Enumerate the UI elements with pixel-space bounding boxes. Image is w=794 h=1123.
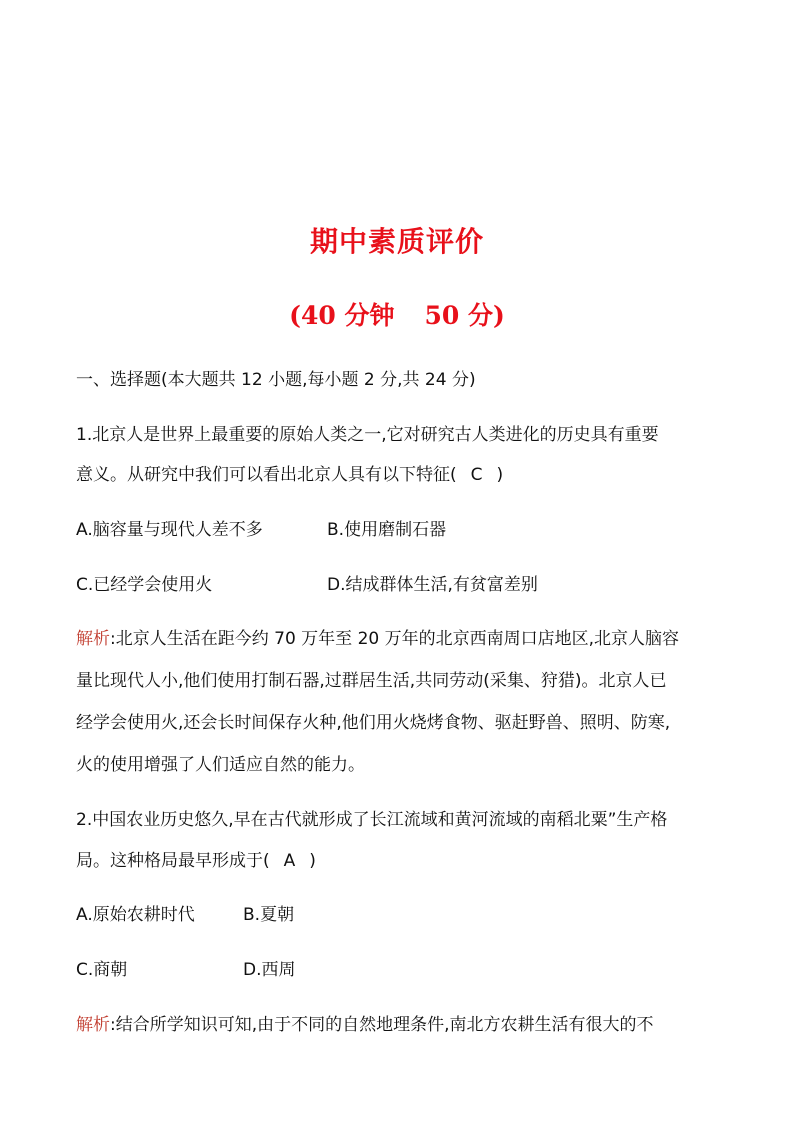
question-1-option-b: B.使用磨制石器 <box>327 520 447 540</box>
question-1-option-d: D.结成群体生活,有贫富差别 <box>327 575 538 595</box>
question-2-option-b: B.夏朝 <box>243 905 295 925</box>
question-2-close-paren: ) <box>309 851 316 871</box>
exam-duration-score <box>0 296 794 332</box>
question-2-option-c: C.商朝 <box>76 960 128 980</box>
analysis-text: :结合所学知识可知,由于不同的自然地理条件,南北方农耕生活有很大的不 <box>110 1015 654 1035</box>
analysis-text: :北京人生活在距今约 70 万年至 20 万年的北京西南周口店地区,北京人脑容 <box>110 629 680 649</box>
analysis-label: 解析 <box>76 629 110 649</box>
analysis-label: 解析 <box>76 1015 110 1035</box>
question-1-stem-text: 意义。从研究中我们可以看出北京人具有以下特征( <box>76 465 457 485</box>
question-2-stem-line1: 2.中国农业历史悠久,早在古代就形成了长江流域和黄河流域的南稻北粟”生产格 <box>76 810 668 830</box>
question-2-answer: A <box>283 851 296 871</box>
question-1-analysis-line3: 经学会使用火,还会长时间保存火种,他们用火烧烤食物、驱赶野兽、照明、防寒, <box>76 713 671 733</box>
question-2-option-a: A.原始农耕时代 <box>76 905 195 925</box>
question-1-option-a: A.脑容量与现代人差不多 <box>76 520 263 540</box>
question-1-option-c: C.已经学会使用火 <box>76 575 213 595</box>
question-1-stem-line1: 1.北京人是世界上最重要的原始人类之一,它对研究古人类进化的历史具有重要 <box>76 425 659 445</box>
question-1-answer: C <box>470 465 483 485</box>
exam-score: 50 分) <box>424 301 505 330</box>
question-1-analysis-line2: 量比现代人小,他们使用打制石器,过群居生活,共同劳动(采集、狩猎)。北京人已 <box>76 671 667 691</box>
question-1-analysis-line4: 火的使用增强了人们适应自然的能力。 <box>76 755 365 775</box>
exam-time: (40 分钟 <box>289 301 395 330</box>
question-1-stem-line2 <box>76 463 503 487</box>
section-heading: 一、选择题(本大题共 12 小题,每小题 2 分,共 24 分) <box>76 370 476 390</box>
question-1-analysis-line1 <box>76 627 679 651</box>
question-2-stem-text: 局。这种格局最早形成于( <box>76 851 270 871</box>
question-1-close-paren: ) <box>496 465 504 485</box>
question-2-stem-line2 <box>76 849 316 873</box>
question-2-analysis-line1 <box>76 1013 654 1037</box>
page-title: 期中素质评价 <box>309 225 484 258</box>
question-2-option-d: D.西周 <box>243 960 296 980</box>
